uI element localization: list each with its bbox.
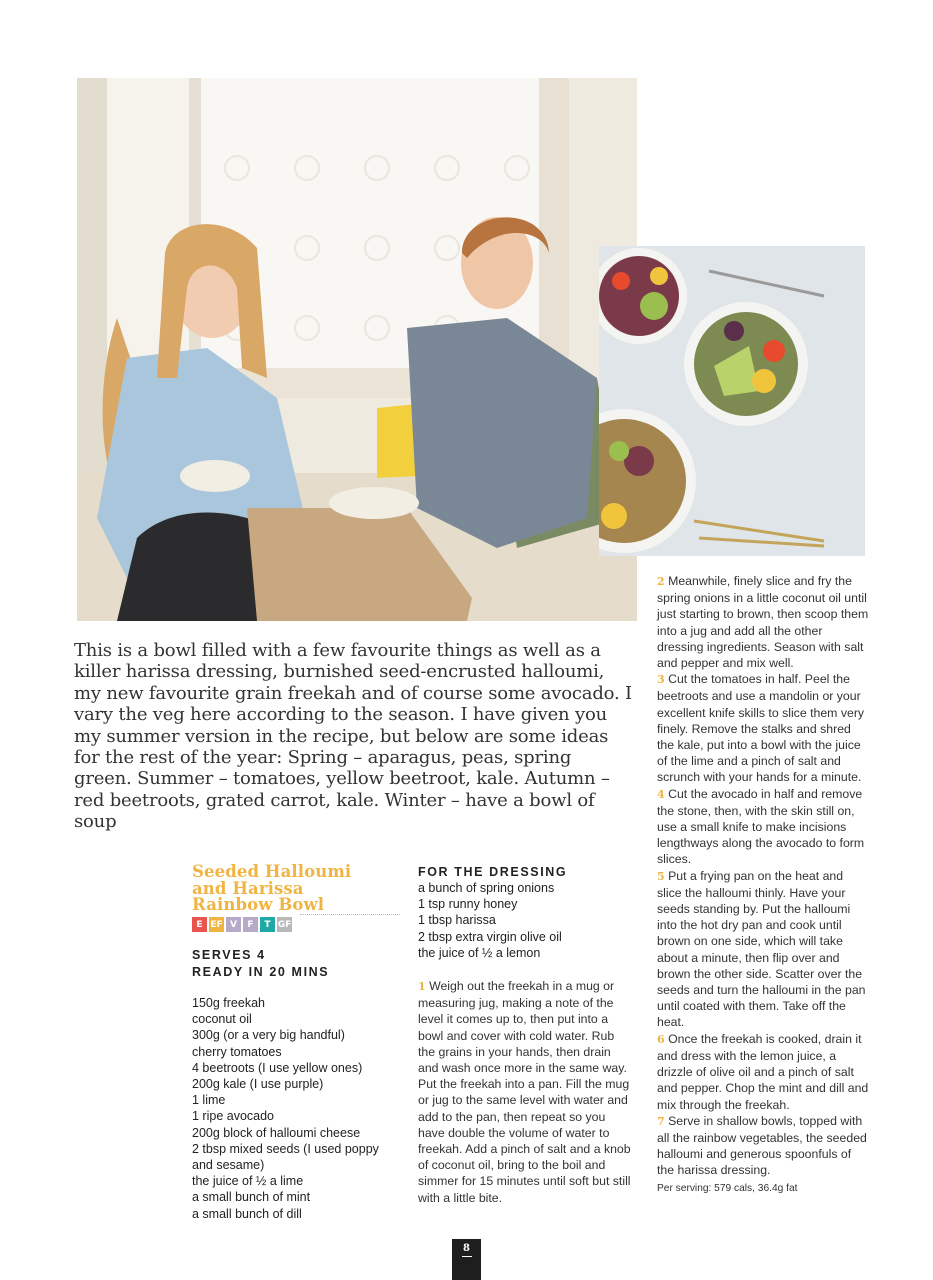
page-number-tab — [452, 1239, 481, 1280]
step-text: Put a frying pan on the heat and slice the halloumi thinly. Have your seeds standing by. Put the halloumi into the hot dry pan and cook until brown on one side, which will take about a minute, then flip over and brown the other side. Scatter over the seeds and turn the halloumi in the pan until coated with them. Take off the heat. — [657, 868, 866, 1030]
ingredient-item: coconut oil — [192, 1012, 252, 1027]
method-step — [657, 868, 869, 1031]
diet-badge: F — [243, 917, 258, 932]
step-number: 3 — [657, 673, 665, 687]
serves-count: SERVES 4 — [192, 948, 266, 962]
recipe-title-line: Rainbow Bowl — [192, 895, 325, 914]
diet-badge: T — [260, 917, 275, 932]
recipe-title-line: Seeded Halloumi — [192, 862, 352, 881]
diet-badges — [192, 917, 292, 932]
page-number-rule — [462, 1256, 472, 1257]
diet-badge: E — [192, 917, 207, 932]
title-divider — [300, 914, 400, 915]
ingredient-item: 200g kale (I use purple) — [192, 1077, 324, 1092]
ingredient-item: 2 tbsp mixed seeds (I used poppy — [192, 1141, 379, 1156]
step-text: Cut the avocado in half and remove the stone, then, with the skin still on, use a small knife to make incisions lengthways along the avocado to form slices. — [657, 786, 865, 867]
step-number: 6 — [657, 1032, 665, 1046]
method-step — [657, 786, 869, 868]
step-number: 7 — [657, 1114, 665, 1128]
salad-bowls-photo — [599, 246, 865, 556]
ingredient-item: a small bunch of mint — [192, 1190, 311, 1205]
step-text: Meanwhile, finely slice and fry the spring onions in a little coconut oil until just starting to brown, then scoop them into a jug and add all the other dressing ingredients. Season with salt and pepper and mix well. — [657, 574, 869, 671]
step-text: Serve in shallow bowls, topped with all the rainbow vegetables, the seeded halloumi and generous spoonfuls of the harissa dressing. — [657, 1113, 867, 1178]
step-text: Cut the tomatoes in half. Peel the beetroots and use a mandolin or your excellent knife skills to slice them very finely. Remove the stalks and shred the kale, put into a bowl with the juice of the lime and a pinch of salt and scrunch with your hands for a minute. — [657, 672, 865, 785]
step-number: 5 — [657, 869, 665, 883]
dressing-item: 2 tbsp extra virgin olive oil — [418, 929, 562, 944]
ingredient-item: 1 lime — [192, 1093, 226, 1108]
step-number: 4 — [657, 787, 665, 801]
couple-photo — [77, 78, 637, 621]
nutrition-info: Per serving: 579 cals, 36.4g fat — [657, 1182, 798, 1194]
method-step — [657, 573, 869, 671]
recipe-title-line: and Harissa — [192, 878, 304, 898]
step-number: 2 — [657, 575, 665, 588]
ingredient-item: 300g (or a very big handful) — [192, 1028, 345, 1043]
dressing-item: a bunch of spring onions — [418, 881, 555, 895]
ingredient-item: 150g freekah — [192, 996, 265, 1010]
method-column-1 — [418, 978, 632, 1206]
ingredient-item: 4 beetroots (I use yellow ones) — [192, 1060, 363, 1075]
ingredient-item: and sesame) — [192, 1158, 265, 1173]
step-text: Weigh out the freekah in a mug or measuring jug, making a note of the level it comes up to, then put into a bowl and cover with cold water. Rub the grains in your hands, then drain and wash once more in the same way. Put the freekah into a pan. Fill the mug or jug to the same level with water and add to the pan, then repeat so you have double the volume of water to freekah. Add a pinch of salt and a knob of coconut oil, bring to the boil and simmer for 15 minutes until soft but still with a little bite. — [418, 979, 631, 1205]
diet-badge: GF — [277, 917, 292, 932]
method-step — [657, 1113, 869, 1179]
recipe-title — [192, 864, 402, 914]
method-column-2 — [657, 573, 869, 1197]
ingredient-item: a small bunch of dill — [192, 1206, 302, 1221]
ready-time: READY IN 20 MINS — [192, 964, 330, 979]
ingredient-item: 200g block of halloumi cheese — [192, 1125, 361, 1140]
dressing-heading: FOR THE DRESSING — [418, 865, 568, 879]
serves-info — [192, 947, 329, 980]
dressing-item: 1 tsp runny honey — [418, 897, 518, 912]
step-number: 1 — [418, 980, 426, 993]
step-text: Once the freekah is cooked, drain it and dress with the lemon juice, a drizzle of olive oil and a pinch of salt and pepper. Chop the mint and dill and mix through the freekah. — [657, 1031, 869, 1112]
dressing-item: 1 tbsp harissa — [418, 913, 496, 928]
diet-badge: EF — [209, 917, 224, 932]
method-step — [418, 978, 632, 1206]
ingredient-item: the juice of ½ a lime — [192, 1174, 304, 1189]
ingredient-item: cherry tomatoes — [192, 1044, 282, 1059]
dressing-list — [418, 880, 638, 961]
intro-paragraph: This is a bowl filled with a few favourite things as well as a killer harissa dressing, burnished seed-encrusted halloumi, my new favourite grain freekah and of course some avocado. I vary the veg here according to the season. I have given you my summer version in the recipe, but below are some ideas for the rest of the year: Spring – aparagus, peas, spring green. Summer – tomatoes, yellow beetroot, kale. Autumn – red beetroots, grated carrot, kale. Winter – have a bowl of soup — [74, 640, 632, 833]
ingredient-item: 1 ripe avocado — [192, 1109, 275, 1124]
ingredients-list — [192, 995, 402, 1222]
page-number: 8 — [463, 1243, 470, 1254]
method-step — [657, 671, 869, 785]
diet-badge: V — [226, 917, 241, 932]
dressing-item: the juice of ½ a lemon — [418, 945, 541, 960]
method-step — [657, 1031, 869, 1113]
